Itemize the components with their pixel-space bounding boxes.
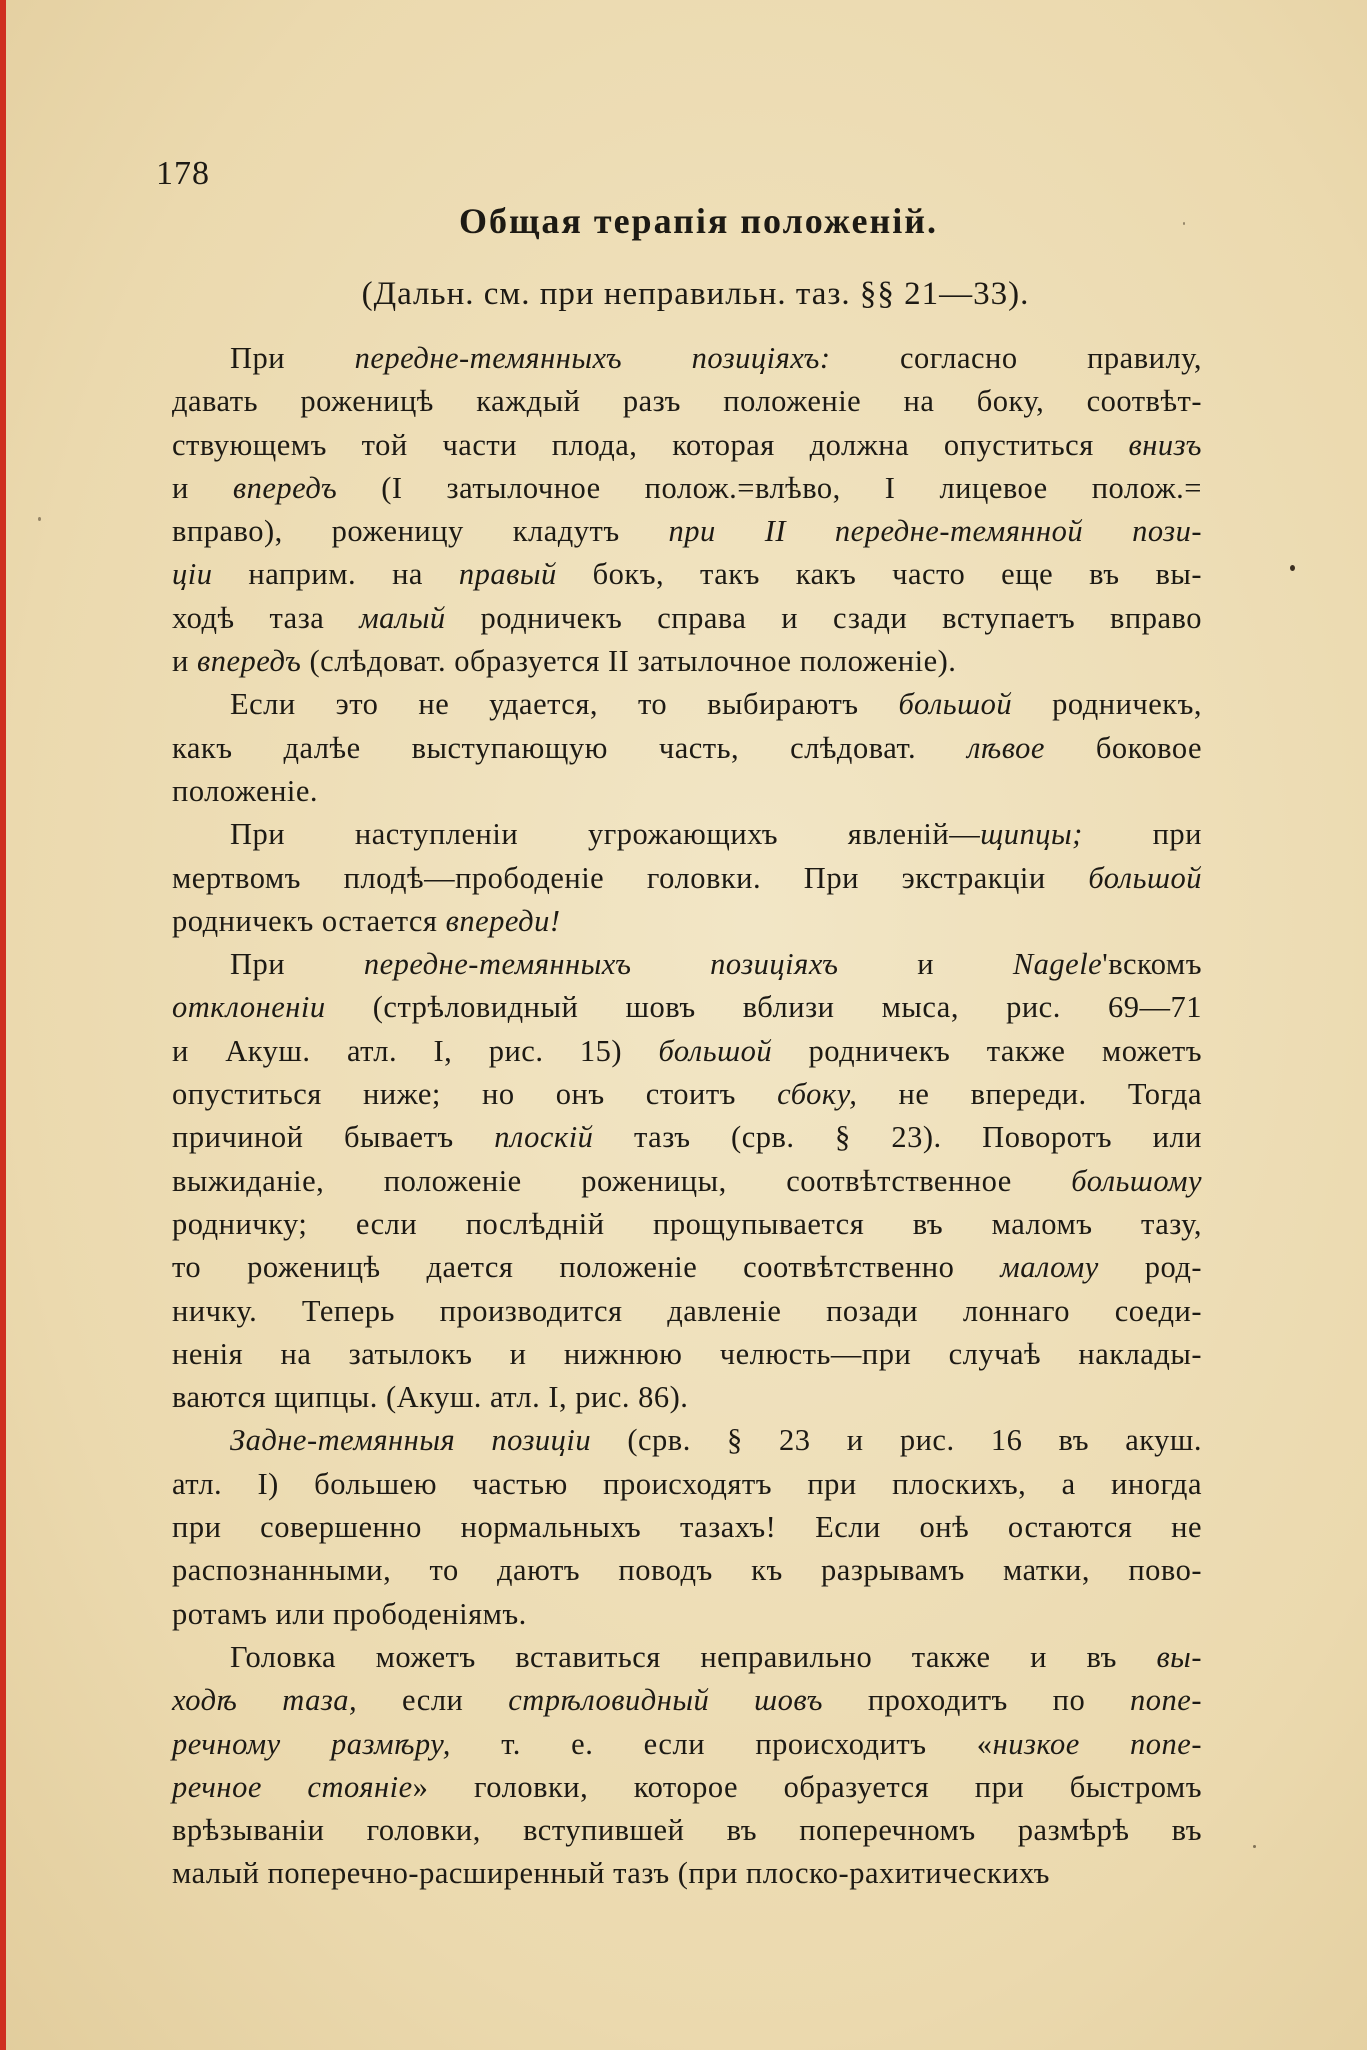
- text-line: [172, 1030, 1202, 1073]
- italic-run: передне-темянныхъ позиціяхъ: [363, 947, 839, 982]
- text-line: [172, 1290, 1202, 1333]
- text-run: какъ далѣе выступающую часть, слѣдоват.: [172, 730, 968, 765]
- italic-run: речное стояніе: [172, 1769, 413, 1804]
- italic-run: ціи: [172, 557, 213, 592]
- text-run: ничку. Теперь производится давленіе позади лоннаго соеди-: [172, 1293, 1202, 1328]
- italic-run: Nagele: [1012, 947, 1103, 982]
- italic-run: впередъ: [196, 644, 302, 679]
- text-line: [172, 900, 1202, 943]
- text-line: [172, 1506, 1202, 1549]
- text-line: [172, 1549, 1202, 1592]
- text-run: не впереди. Тогда: [857, 1077, 1202, 1112]
- italic-run: правый: [458, 557, 557, 592]
- italic-run: большой: [1088, 860, 1202, 895]
- italic-run: вы-: [1156, 1639, 1202, 1674]
- text-run: выжиданіе, положеніе роженицы, соотвѣтственное: [172, 1163, 1072, 1198]
- text-run: ротамъ или прободеніямъ.: [172, 1596, 527, 1631]
- italic-run: при II передне-темянной пози-: [668, 514, 1202, 549]
- italic-run: передне-темянныхъ позиціяхъ:: [354, 341, 831, 375]
- text-run: » головки, которое образуется при быстромъ: [412, 1769, 1202, 1804]
- text-run: (стрѣловидный шовъ вблизи мыса, рис. 69—71: [325, 990, 1202, 1025]
- text-run: и Акуш. атл. I, рис. 15): [172, 1033, 659, 1068]
- italic-run: попе-: [1130, 1683, 1202, 1718]
- italic-run: впередъ: [232, 470, 338, 505]
- italic-run: внизъ: [1128, 427, 1202, 462]
- text-line: [172, 1376, 1202, 1419]
- text-run: положеніе.: [172, 773, 319, 808]
- text-line: [172, 1593, 1202, 1636]
- text-run: При: [230, 947, 364, 982]
- text-line: [172, 1073, 1202, 1116]
- text-line: [172, 727, 1202, 770]
- text-run: Головка можетъ вставиться неправильно также и въ: [230, 1639, 1157, 1674]
- italic-run: низкое попе-: [992, 1726, 1202, 1761]
- text-run: врѣзываніи головки, вступившей въ поперечномъ размѣрѣ въ: [172, 1813, 1202, 1848]
- text-run: 'вскомъ: [1102, 947, 1202, 982]
- text-line: [172, 380, 1202, 423]
- text-line: [172, 1246, 1202, 1289]
- text-line: [172, 1636, 1202, 1679]
- text-run: т. е. если происходитъ «: [450, 1726, 993, 1761]
- text-run: родничекъ также можетъ: [772, 1033, 1202, 1068]
- text-line: [172, 943, 1202, 986]
- italic-run: отклоненіи: [172, 990, 326, 1025]
- text-run: наприм. на: [212, 557, 459, 592]
- text-run: При наступленіи угрожающихъ явленій—: [230, 817, 981, 852]
- section-subtitle: (Дальн. см. при неправильн. таз. §§ 21—33).: [361, 276, 1030, 312]
- italic-run: сбоку,: [777, 1077, 858, 1112]
- italic-run: щипцы;: [980, 817, 1083, 852]
- page-number: 178: [156, 155, 210, 192]
- italic-run: плоскій: [494, 1120, 594, 1155]
- text-run: при: [1082, 817, 1202, 852]
- text-run: тазъ (срв. § 23). Поворотъ или: [593, 1120, 1202, 1155]
- text-line: [172, 813, 1202, 856]
- text-line: [172, 1333, 1202, 1376]
- text-run: ваются щипцы. (Акуш. атл. I, рис. 86).: [172, 1380, 689, 1415]
- text-line: [172, 1419, 1202, 1462]
- text-run: если: [357, 1683, 509, 1718]
- italic-run: Задне-темянныя позиціи: [230, 1423, 592, 1458]
- text-line: [172, 1766, 1202, 1809]
- text-run: и: [838, 947, 1013, 982]
- italic-run: впереди!: [445, 903, 561, 938]
- italic-run: большой: [898, 687, 1013, 722]
- text-run: Если это не удается, то выбираютъ: [230, 687, 899, 722]
- text-run: опуститься ниже; но онъ стоитъ: [172, 1077, 778, 1112]
- text-line: [172, 1852, 1202, 1895]
- text-line: [172, 1809, 1202, 1852]
- text-run: вправо), роженицу кладутъ: [172, 514, 669, 549]
- text-line: [172, 857, 1202, 900]
- text-run: (I затылочное полож.=влѣво, I лицевое полож.=: [337, 470, 1202, 505]
- text-line: [172, 640, 1202, 683]
- text-run: малый поперечно-расширенный тазъ (при плоско-рахитическихъ: [172, 1856, 1050, 1891]
- italic-run: ходѣ таза,: [172, 1683, 358, 1718]
- ink-speck: [1253, 1845, 1256, 1848]
- text-run: то роженицѣ дается положеніе соотвѣтственно: [172, 1250, 1001, 1285]
- text-run: при совершенно нормальныхъ тазахъ! Если онѣ остаются не: [172, 1510, 1202, 1545]
- text-run: родничекъ остается: [172, 903, 446, 938]
- section-title: Общая терапія положеній.: [459, 201, 938, 241]
- text-run: давать роженицѣ каждый разъ положеніе на боку, соотвѣт-: [172, 384, 1202, 419]
- text-run: (слѣдоват. образуется II затылочное положеніе).: [301, 644, 957, 679]
- text-line: [172, 1160, 1202, 1203]
- text-run: При: [230, 341, 355, 375]
- text-run: согласно правилу,: [830, 341, 1202, 375]
- text-run: распознанными, то даютъ поводъ къ разрывамъ матки, пово-: [172, 1553, 1202, 1588]
- body-text: [172, 337, 1202, 1896]
- text-line: [172, 770, 1202, 813]
- text-run: боковое: [1044, 730, 1202, 765]
- text-line: [172, 683, 1202, 726]
- text-line: [172, 986, 1202, 1029]
- text-line: [172, 510, 1202, 553]
- text-run: родничекъ,: [1012, 687, 1202, 722]
- text-line: [172, 1679, 1202, 1722]
- text-line: [172, 597, 1202, 640]
- italic-run: малому: [1000, 1250, 1099, 1285]
- text-run: и: [172, 644, 197, 679]
- text-run: (срв. § 23 и рис. 16 въ акуш.: [591, 1423, 1202, 1458]
- ink-speck: [1290, 565, 1295, 571]
- text-line: [172, 553, 1202, 596]
- text-run: ствующемъ той части плода, которая должна опуститься: [172, 427, 1129, 462]
- text-run: причиной бываетъ: [172, 1120, 495, 1155]
- italic-run: малый: [359, 600, 446, 635]
- text-run: мертвомъ плодѣ—прободеніе головки. При экстракціи: [172, 860, 1089, 895]
- italic-run: лѣвое: [967, 730, 1045, 765]
- text-line: [172, 1463, 1202, 1506]
- text-run: ненія на затылокъ и нижнюю челюсть—при случаѣ наклады-: [172, 1336, 1202, 1371]
- italic-run: стрѣловидный шовъ: [508, 1683, 824, 1718]
- text-run: атл. I) большею частью происходятъ при плоскихъ, а иногда: [172, 1466, 1202, 1501]
- ink-speck: [1183, 222, 1185, 225]
- ink-speck: [38, 517, 41, 521]
- text-line: [172, 424, 1202, 467]
- text-line: [172, 1723, 1202, 1766]
- italic-run: большой: [658, 1033, 773, 1068]
- text-line: [172, 337, 1202, 380]
- text-run: род-: [1098, 1250, 1202, 1285]
- italic-run: речному размѣру,: [172, 1726, 451, 1761]
- italic-run: большому: [1071, 1163, 1202, 1198]
- text-run: родничку; если послѣдній прощупывается въ маломъ тазу,: [172, 1206, 1202, 1241]
- text-line: [172, 1203, 1202, 1246]
- text-line: [172, 1116, 1202, 1159]
- text-run: родничекъ справа и сзади вступаетъ вправо: [445, 600, 1202, 635]
- text-line: [172, 467, 1202, 510]
- text-run: и: [172, 470, 233, 505]
- text-run: бокъ, такъ какъ часто еще въ вы-: [556, 557, 1202, 592]
- text-run: ходѣ таза: [172, 600, 360, 635]
- text-run: проходитъ по: [823, 1683, 1131, 1718]
